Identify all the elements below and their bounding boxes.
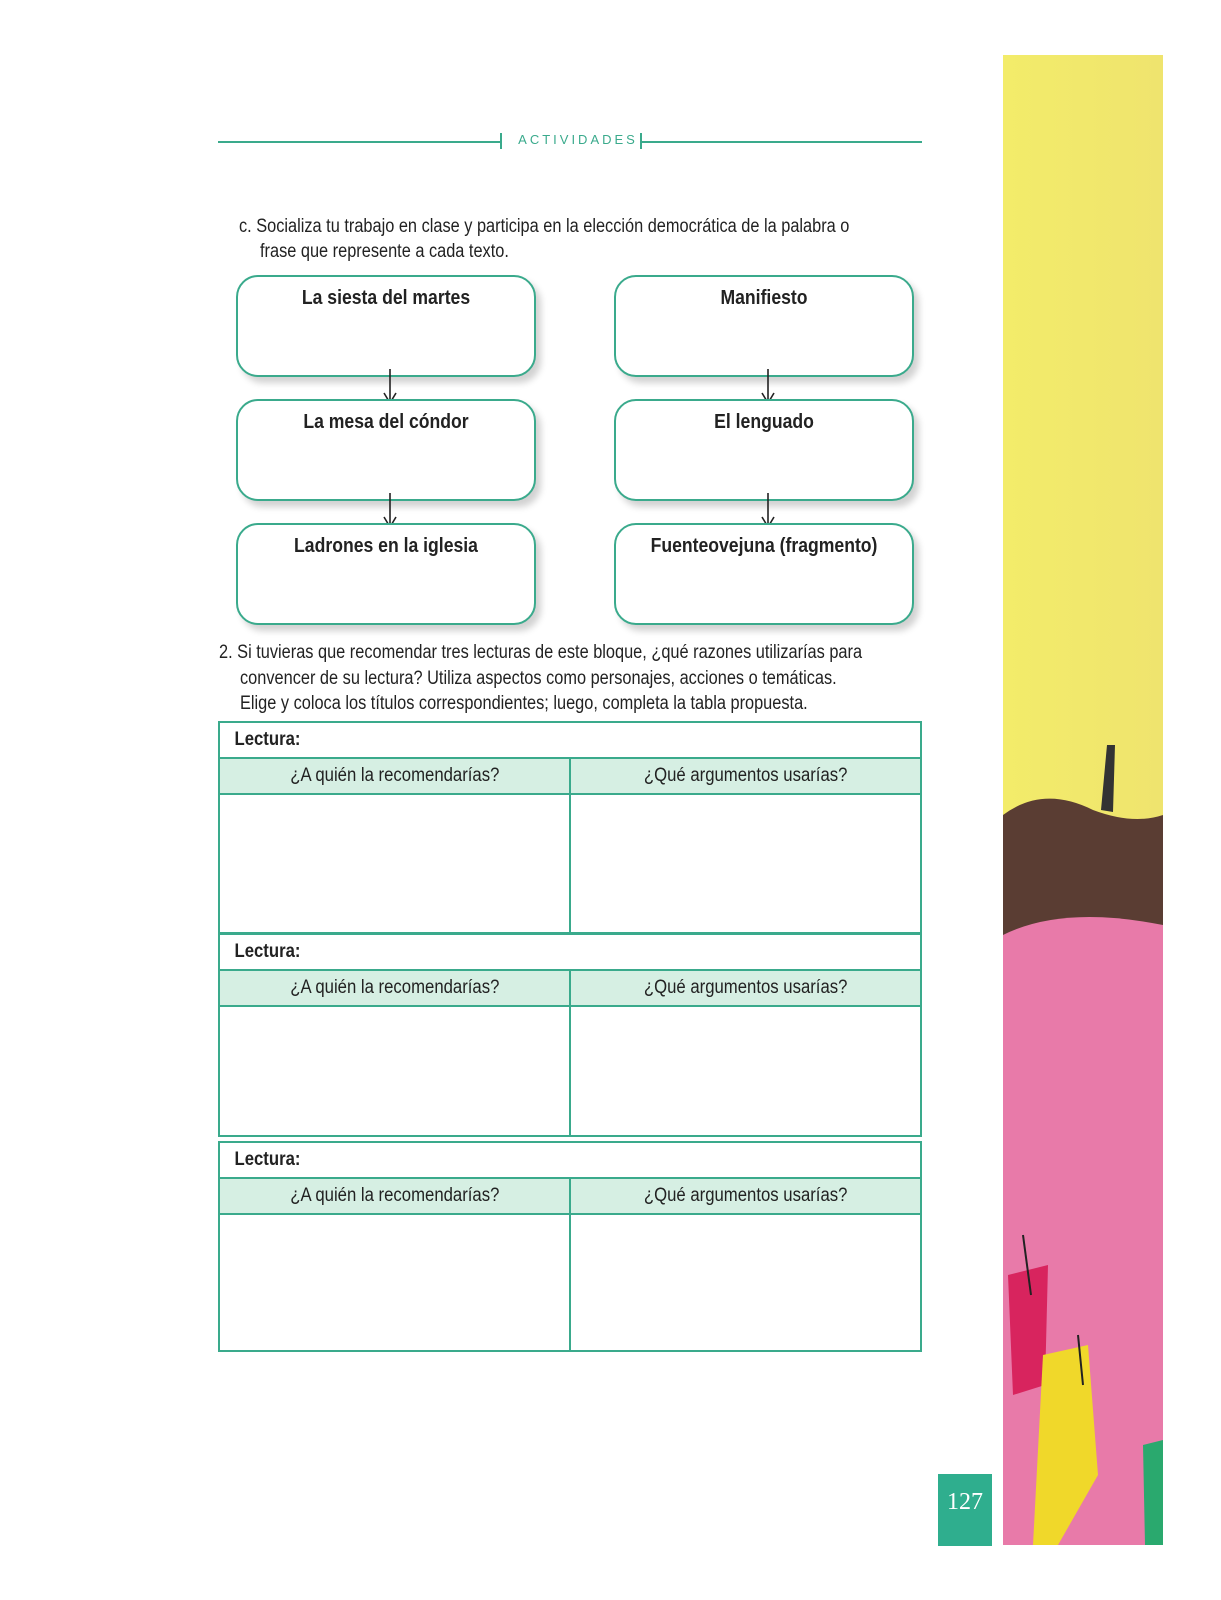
text-box-siesta[interactable]: [236, 275, 536, 377]
section-header: ACTIVIDADES: [518, 132, 638, 147]
reading-label: Lectura:: [234, 729, 301, 750]
page-number: 127: [938, 1474, 992, 1546]
box-title: La siesta del martes: [301, 287, 471, 309]
reading-label: Lectura:: [234, 941, 301, 962]
box-title: Fuenteovejuna (fragmento): [650, 535, 878, 557]
recipient-answer-cell[interactable]: [219, 1214, 570, 1351]
reading-title-field[interactable]: [219, 722, 921, 758]
column-header-recipient: ¿A quién la recomendarías?: [219, 970, 570, 1006]
header-rule-left: [218, 141, 500, 143]
activity-c-line1: c. Socializa tu trabajo en clase y participa en la elección democrática de la palabra o: [239, 216, 850, 237]
activity-2-line3: Elige y coloca los títulos correspondientes; luego, completa la tabla propuesta.: [240, 693, 808, 714]
text-box-fuenteovejuna[interactable]: [614, 523, 914, 625]
header-tick-left: [500, 133, 502, 149]
decorative-illustration: [1003, 55, 1163, 1545]
activity-c-line2: frase que represente a cada texto.: [260, 241, 509, 262]
recipient-answer-cell[interactable]: [219, 1006, 570, 1136]
recipient-answer-cell[interactable]: [219, 794, 570, 933]
column-header-arguments: ¿Qué argumentos usarías?: [570, 970, 921, 1006]
activity-2-line2: convencer de su lectura? Utiliza aspectos como personajes, acciones o temáticas.: [240, 668, 837, 689]
reading-title-field[interactable]: [219, 1142, 921, 1178]
arguments-answer-cell[interactable]: [570, 794, 921, 933]
header-rule-right: [642, 141, 922, 143]
arguments-answer-cell[interactable]: [570, 1214, 921, 1351]
text-box-manifiesto[interactable]: [614, 275, 914, 377]
box-title: Manifiesto: [720, 287, 808, 309]
column-header-arguments: ¿Qué argumentos usarías?: [570, 758, 921, 794]
column-header-recipient: ¿A quién la recomendarías?: [219, 1178, 570, 1214]
reading-label: Lectura:: [234, 1149, 301, 1170]
column-header-recipient: ¿A quién la recomendarías?: [219, 758, 570, 794]
text-box-lenguado[interactable]: [614, 399, 914, 501]
box-title: El lenguado: [714, 411, 814, 433]
box-title: La mesa del cóndor: [303, 411, 469, 433]
column-header-arguments: ¿Qué argumentos usarías?: [570, 1178, 921, 1214]
reading-table-2: [218, 933, 922, 1137]
activity-2-line1: 2. Si tuvieras que recomendar tres lecturas de este bloque, ¿qué razones utilizarías para: [219, 642, 863, 663]
reading-table-1: [218, 721, 922, 934]
arguments-answer-cell[interactable]: [570, 1006, 921, 1136]
reading-table-3: [218, 1141, 922, 1352]
reading-title-field[interactable]: [219, 934, 921, 970]
text-box-condor[interactable]: [236, 399, 536, 501]
text-box-ladrones[interactable]: [236, 523, 536, 625]
box-title: Ladrones en la iglesia: [294, 535, 478, 557]
